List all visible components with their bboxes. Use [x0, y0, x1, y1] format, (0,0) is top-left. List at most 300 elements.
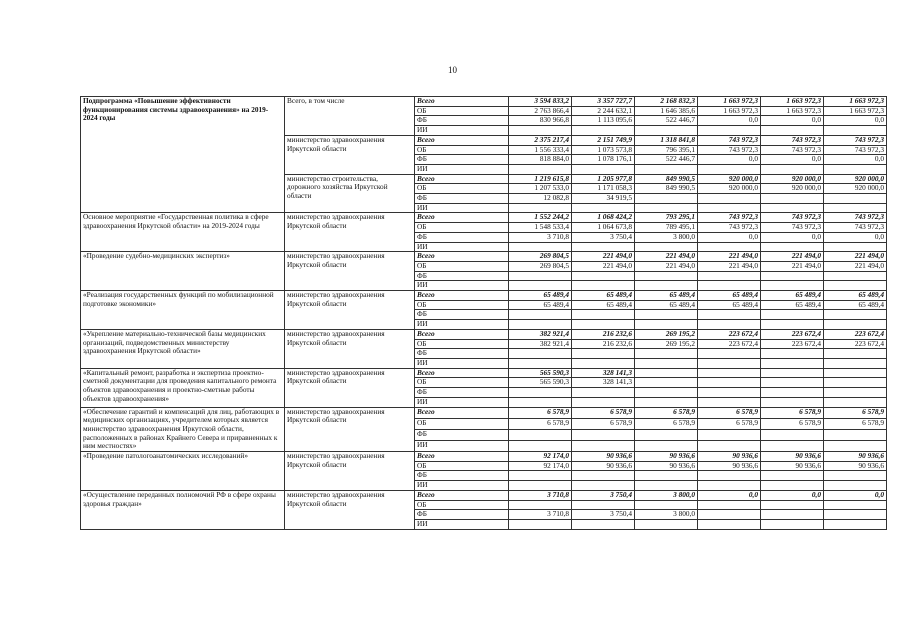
amount-cell: 269 195,2	[635, 329, 698, 339]
amount-cell	[635, 500, 698, 510]
table-row	[81, 252, 887, 262]
amount-cell	[635, 126, 698, 136]
amount-cell: 6 578,9	[509, 418, 572, 429]
amount-cell	[698, 368, 761, 378]
amount-cell: 6 578,9	[761, 418, 824, 429]
amount-cell: 34 919,5	[572, 194, 635, 204]
amount-cell: 1 068 424,2	[572, 213, 635, 223]
amount-cell	[572, 310, 635, 320]
amount-cell: 743 972,3	[761, 145, 824, 155]
amount-cell: 743 972,3	[698, 135, 761, 145]
table-row	[81, 213, 887, 223]
amount-cell: 221 494,0	[572, 261, 635, 271]
funding-source: Всего	[415, 490, 509, 500]
amount-cell: 90 936,6	[635, 452, 698, 462]
amount-cell: 221 494,0	[635, 261, 698, 271]
amount-cell	[698, 510, 761, 520]
executor-name: министерство здравоохранения Иркутской области	[285, 407, 415, 452]
executor-name: министерство здравоохранения Иркутской области	[285, 452, 415, 491]
amount-cell: 90 936,6	[824, 452, 887, 462]
amount-cell	[509, 310, 572, 320]
section-name: «Осуществление переданных полномочий РФ в сфере охраны здоровья граждан»	[81, 490, 285, 529]
funding-source: ОБ	[415, 184, 509, 194]
amount-cell	[509, 203, 572, 213]
amount-cell: 0,0	[698, 155, 761, 165]
funding-source: ИИ	[415, 397, 509, 407]
amount-cell: 920 000,0	[761, 184, 824, 194]
section-name: «Проведение судебно-медицинских экспертиз»	[81, 252, 285, 291]
amount-cell: 221 494,0	[635, 252, 698, 262]
amount-cell: 6 578,9	[635, 407, 698, 418]
amount-cell	[824, 194, 887, 204]
table-row	[81, 329, 887, 339]
amount-cell	[824, 378, 887, 388]
amount-cell: 3 800,0	[635, 490, 698, 500]
amount-cell	[509, 388, 572, 398]
amount-cell: 2 244 632,1	[572, 106, 635, 116]
amount-cell	[761, 358, 824, 368]
amount-cell: 221 494,0	[698, 261, 761, 271]
table-row	[81, 97, 887, 107]
amount-cell	[509, 397, 572, 407]
funding-source: ОБ	[415, 339, 509, 349]
amount-cell: 1 663 972,3	[824, 97, 887, 107]
amount-cell	[824, 271, 887, 281]
amount-cell	[761, 388, 824, 398]
amount-cell	[635, 397, 698, 407]
amount-cell	[824, 388, 887, 398]
funding-source: ОБ	[415, 145, 509, 155]
amount-cell: 6 578,9	[509, 407, 572, 418]
executor-name: министерство здравоохранения Иркутской области	[285, 329, 415, 368]
funding-source: ОБ	[415, 418, 509, 429]
funding-source: Всего	[415, 252, 509, 262]
amount-cell	[635, 368, 698, 378]
amount-cell: 216 232,6	[572, 339, 635, 349]
amount-cell: 1 073 573,8	[572, 145, 635, 155]
amount-cell	[761, 310, 824, 320]
amount-cell: 221 494,0	[824, 261, 887, 271]
funding-source: ОБ	[415, 261, 509, 271]
section-name: «Реализация государственных функций по мобилизационной подготовке экономики»	[81, 291, 285, 330]
amount-cell: 221 494,0	[761, 252, 824, 262]
amount-cell	[572, 358, 635, 368]
amount-cell	[572, 164, 635, 174]
amount-cell	[761, 281, 824, 291]
amount-cell	[698, 164, 761, 174]
amount-cell	[698, 203, 761, 213]
amount-cell: 65 489,4	[635, 291, 698, 301]
amount-cell	[698, 440, 761, 451]
amount-cell	[824, 242, 887, 252]
amount-cell	[761, 500, 824, 510]
amount-cell	[635, 242, 698, 252]
amount-cell	[509, 164, 572, 174]
amount-cell: 743 972,3	[824, 145, 887, 155]
funding-source: ИИ	[415, 320, 509, 330]
amount-cell: 223 672,4	[824, 329, 887, 339]
amount-cell: 65 489,4	[698, 300, 761, 310]
amount-cell	[698, 358, 761, 368]
funding-source: ФБ	[415, 429, 509, 440]
amount-cell	[824, 126, 887, 136]
amount-cell	[572, 397, 635, 407]
amount-cell	[761, 440, 824, 451]
funding-source: ФБ	[415, 349, 509, 359]
amount-cell: 1 171 058,3	[572, 184, 635, 194]
funding-source: ФБ	[415, 388, 509, 398]
amount-cell	[824, 349, 887, 359]
amount-cell	[824, 481, 887, 491]
funding-source: ФБ	[415, 116, 509, 126]
amount-cell: 65 489,4	[572, 300, 635, 310]
funding-source: ИИ	[415, 440, 509, 451]
amount-cell	[509, 320, 572, 330]
amount-cell: 743 972,3	[698, 223, 761, 233]
budget-table-body	[81, 97, 887, 530]
amount-cell: 223 672,4	[698, 339, 761, 349]
amount-cell: 1 663 972,3	[698, 106, 761, 116]
amount-cell	[824, 519, 887, 529]
amount-cell: 6 578,9	[824, 407, 887, 418]
amount-cell	[572, 481, 635, 491]
amount-cell: 0,0	[824, 232, 887, 242]
amount-cell: 6 578,9	[572, 418, 635, 429]
amount-cell: 216 232,6	[572, 329, 635, 339]
amount-cell	[635, 519, 698, 529]
amount-cell: 328 141,3	[572, 378, 635, 388]
amount-cell: 6 578,9	[761, 407, 824, 418]
amount-cell: 1 207 533,0	[509, 184, 572, 194]
amount-cell: 221 494,0	[824, 252, 887, 262]
amount-cell: 1 219 615,8	[509, 174, 572, 184]
amount-cell	[635, 203, 698, 213]
amount-cell: 90 936,6	[572, 461, 635, 471]
amount-cell: 0,0	[761, 232, 824, 242]
amount-cell	[635, 378, 698, 388]
amount-cell: 0,0	[698, 490, 761, 500]
amount-cell	[572, 440, 635, 451]
funding-source: Всего	[415, 452, 509, 462]
amount-cell: 920 000,0	[761, 174, 824, 184]
amount-cell	[509, 519, 572, 529]
funding-source: ОБ	[415, 223, 509, 233]
funding-source: Всего	[415, 174, 509, 184]
amount-cell: 328 141,3	[572, 368, 635, 378]
amount-cell: 269 195,2	[635, 339, 698, 349]
executor-name: министерство здравоохранения Иркутской области	[285, 213, 415, 252]
amount-cell	[572, 281, 635, 291]
amount-cell: 0,0	[761, 490, 824, 500]
amount-cell	[509, 500, 572, 510]
amount-cell	[761, 126, 824, 136]
funding-source: ИИ	[415, 203, 509, 213]
executor-name: министерство здравоохранения Иркутской области	[285, 135, 415, 174]
amount-cell: 6 578,9	[572, 407, 635, 418]
amount-cell: 789 495,1	[635, 223, 698, 233]
amount-cell: 2 151 749,9	[572, 135, 635, 145]
amount-cell	[698, 281, 761, 291]
amount-cell: 6 578,9	[698, 407, 761, 418]
amount-cell: 1 548 533,4	[509, 223, 572, 233]
amount-cell	[761, 378, 824, 388]
section-name: Подпрограмма «Повышение эффективности функционирования системы здравоохранения» на 2019-2024 годы	[81, 97, 285, 213]
amount-cell: 1 318 841,8	[635, 135, 698, 145]
amount-cell: 269 804,5	[509, 252, 572, 262]
amount-cell	[824, 510, 887, 520]
executor-name: министерство строительства, дорожного хозяйства Иркутской области	[285, 174, 415, 213]
amount-cell: 1 078 176,1	[572, 155, 635, 165]
amount-cell	[509, 126, 572, 136]
amount-cell	[698, 320, 761, 330]
amount-cell: 743 972,3	[824, 223, 887, 233]
amount-cell	[698, 397, 761, 407]
table-row	[81, 407, 887, 418]
amount-cell	[761, 203, 824, 213]
amount-cell: 849 990,5	[635, 174, 698, 184]
budget-table	[80, 96, 887, 530]
amount-cell: 0,0	[761, 155, 824, 165]
amount-cell: 2 375 217,4	[509, 135, 572, 145]
amount-cell: 3 710,8	[509, 232, 572, 242]
amount-cell	[509, 471, 572, 481]
amount-cell: 743 972,3	[698, 213, 761, 223]
amount-cell	[761, 429, 824, 440]
funding-source: ИИ	[415, 126, 509, 136]
amount-cell: 793 295,1	[635, 213, 698, 223]
funding-source: ИИ	[415, 358, 509, 368]
amount-cell: 12 082,8	[509, 194, 572, 204]
amount-cell: 743 972,3	[698, 145, 761, 155]
amount-cell: 3 594 833,2	[509, 97, 572, 107]
amount-cell	[509, 349, 572, 359]
amount-cell	[572, 429, 635, 440]
amount-cell	[698, 242, 761, 252]
funding-source: Всего	[415, 291, 509, 301]
funding-source: ОБ	[415, 461, 509, 471]
amount-cell	[824, 358, 887, 368]
amount-cell: 6 578,9	[824, 418, 887, 429]
amount-cell: 6 578,9	[635, 418, 698, 429]
amount-cell: 382 921,4	[509, 339, 572, 349]
table-row	[81, 452, 887, 462]
amount-cell: 818 884,0	[509, 155, 572, 165]
amount-cell	[761, 271, 824, 281]
amount-cell	[635, 440, 698, 451]
amount-cell	[635, 471, 698, 481]
amount-cell: 221 494,0	[572, 252, 635, 262]
amount-cell: 565 590,3	[509, 378, 572, 388]
amount-cell	[635, 320, 698, 330]
amount-cell	[509, 481, 572, 491]
amount-cell: 0,0	[761, 116, 824, 126]
amount-cell: 65 489,4	[509, 291, 572, 301]
amount-cell	[698, 310, 761, 320]
amount-cell	[761, 320, 824, 330]
amount-cell	[824, 203, 887, 213]
amount-cell: 0,0	[698, 232, 761, 242]
executor-name: министерство здравоохранения Иркутской области	[285, 291, 415, 330]
amount-cell	[698, 194, 761, 204]
section-name: «Обеспечение гарантий и компенсаций для лиц, работающих в медицинских организациях, учредителем которых является министерство здравоохранения Иркутской области, расположенных в районах Крайнего Севера и приравненных к ним местностях»	[81, 407, 285, 452]
amount-cell	[635, 164, 698, 174]
funding-source: ФБ	[415, 155, 509, 165]
amount-cell: 920 000,0	[698, 184, 761, 194]
amount-cell	[635, 429, 698, 440]
executor-name: министерство здравоохранения Иркутской области	[285, 368, 415, 407]
amount-cell	[824, 429, 887, 440]
table-row	[81, 368, 887, 378]
amount-cell	[635, 271, 698, 281]
amount-cell: 1 663 972,3	[698, 97, 761, 107]
amount-cell: 65 489,4	[824, 291, 887, 301]
amount-cell	[635, 281, 698, 291]
amount-cell	[572, 349, 635, 359]
amount-cell	[761, 164, 824, 174]
amount-cell	[761, 471, 824, 481]
amount-cell	[572, 271, 635, 281]
amount-cell: 0,0	[698, 116, 761, 126]
amount-cell	[824, 281, 887, 291]
amount-cell: 920 000,0	[698, 174, 761, 184]
amount-cell	[572, 471, 635, 481]
funding-source: ФБ	[415, 310, 509, 320]
amount-cell: 743 972,3	[761, 135, 824, 145]
funding-source: ФБ	[415, 471, 509, 481]
funding-source: ИИ	[415, 281, 509, 291]
funding-source: ИИ	[415, 481, 509, 491]
table-row	[81, 490, 887, 500]
amount-cell: 90 936,6	[698, 461, 761, 471]
amount-cell: 1 663 972,3	[824, 106, 887, 116]
amount-cell	[761, 481, 824, 491]
amount-cell	[635, 358, 698, 368]
section-name: «Укрепление материально-технической базы медицинских организаций, подведомственных министерству здравоохранения Иркутской области»	[81, 329, 285, 368]
funding-source: ОБ	[415, 106, 509, 116]
amount-cell: 3 750,4	[572, 232, 635, 242]
amount-cell	[824, 320, 887, 330]
amount-cell: 65 489,4	[824, 300, 887, 310]
amount-cell	[824, 397, 887, 407]
amount-cell	[698, 471, 761, 481]
funding-source: Всего	[415, 213, 509, 223]
amount-cell	[761, 194, 824, 204]
amount-cell: 90 936,6	[761, 452, 824, 462]
section-name: «Капитальный ремонт, разработка и экспертиза проектно-сметной документации для проведения капитального ремонта объектов здравоохранения и проектно-сметные работы объектов здравоохранения»	[81, 368, 285, 407]
amount-cell	[698, 126, 761, 136]
amount-cell: 90 936,6	[572, 452, 635, 462]
amount-cell: 522 446,7	[635, 116, 698, 126]
amount-cell	[572, 388, 635, 398]
amount-cell: 1 205 977,8	[572, 174, 635, 184]
amount-cell	[824, 471, 887, 481]
amount-cell	[509, 429, 572, 440]
amount-cell: 90 936,6	[698, 452, 761, 462]
amount-cell: 3 710,8	[509, 510, 572, 520]
amount-cell: 65 489,4	[761, 300, 824, 310]
funding-source: ОБ	[415, 378, 509, 388]
amount-cell: 1 552 244,2	[509, 213, 572, 223]
amount-cell: 1 646 385,6	[635, 106, 698, 116]
amount-cell	[635, 194, 698, 204]
funding-source: ФБ	[415, 510, 509, 520]
amount-cell	[698, 271, 761, 281]
amount-cell: 92 174,0	[509, 461, 572, 471]
amount-cell: 221 494,0	[761, 261, 824, 271]
amount-cell	[635, 481, 698, 491]
amount-cell: 3 710,8	[509, 490, 572, 500]
amount-cell: 849 990,5	[635, 184, 698, 194]
amount-cell: 1 663 972,3	[761, 106, 824, 116]
amount-cell: 223 672,4	[761, 329, 824, 339]
funding-source: ФБ	[415, 232, 509, 242]
amount-cell: 221 494,0	[698, 252, 761, 262]
amount-cell: 565 590,3	[509, 368, 572, 378]
amount-cell: 65 489,4	[761, 291, 824, 301]
amount-cell	[698, 519, 761, 529]
amount-cell	[572, 126, 635, 136]
funding-source: ИИ	[415, 519, 509, 529]
amount-cell	[698, 481, 761, 491]
amount-cell: 0,0	[824, 116, 887, 126]
amount-cell: 1 556 333,4	[509, 145, 572, 155]
amount-cell	[572, 500, 635, 510]
amount-cell	[824, 368, 887, 378]
funding-source: Всего	[415, 329, 509, 339]
amount-cell: 0,0	[824, 155, 887, 165]
amount-cell	[698, 429, 761, 440]
amount-cell: 1 113 095,6	[572, 116, 635, 126]
amount-cell	[824, 500, 887, 510]
amount-cell	[509, 281, 572, 291]
amount-cell	[572, 320, 635, 330]
funding-source: ОБ	[415, 500, 509, 510]
amount-cell	[572, 242, 635, 252]
amount-cell	[509, 358, 572, 368]
amount-cell: 65 489,4	[635, 300, 698, 310]
funding-source: ОБ	[415, 300, 509, 310]
amount-cell: 223 672,4	[824, 339, 887, 349]
amount-cell: 0,0	[824, 490, 887, 500]
amount-cell	[824, 440, 887, 451]
amount-cell: 6 578,9	[698, 418, 761, 429]
amount-cell: 223 672,4	[698, 329, 761, 339]
amount-cell: 2 763 866,4	[509, 106, 572, 116]
amount-cell	[761, 368, 824, 378]
funding-source: Всего	[415, 97, 509, 107]
funding-source: ФБ	[415, 194, 509, 204]
amount-cell: 1 064 673,8	[572, 223, 635, 233]
amount-cell: 743 972,3	[824, 135, 887, 145]
funding-source: ИИ	[415, 164, 509, 174]
amount-cell: 1 663 972,3	[761, 97, 824, 107]
amount-cell: 522 446,7	[635, 155, 698, 165]
amount-cell	[761, 519, 824, 529]
amount-cell	[509, 440, 572, 451]
amount-cell	[698, 500, 761, 510]
amount-cell	[761, 510, 824, 520]
amount-cell	[509, 271, 572, 281]
amount-cell: 3 750,4	[572, 510, 635, 520]
amount-cell	[761, 349, 824, 359]
amount-cell	[824, 164, 887, 174]
funding-source: ФБ	[415, 271, 509, 281]
amount-cell	[635, 349, 698, 359]
amount-cell	[698, 349, 761, 359]
amount-cell: 3 800,0	[635, 232, 698, 242]
section-name: «Проведение патологоанатомических исследований»	[81, 452, 285, 491]
funding-source: Всего	[415, 368, 509, 378]
